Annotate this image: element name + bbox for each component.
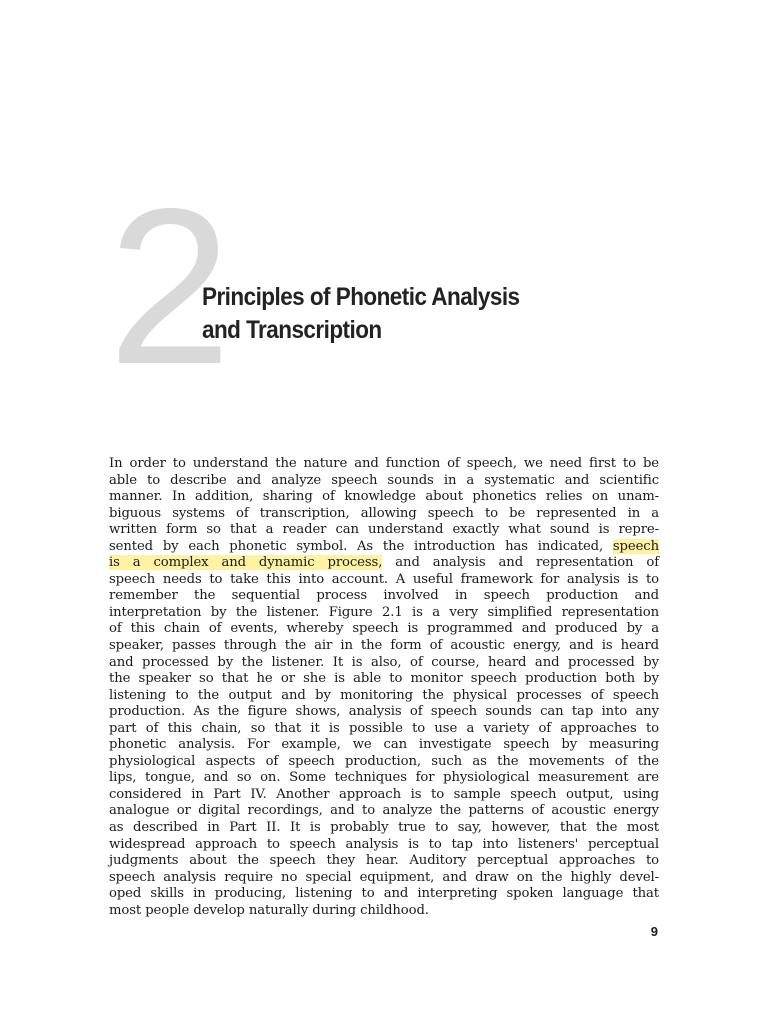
text-line: physiological aspects of speech production, such as the movements of the (109, 753, 659, 769)
highlighted-text[interactable]: speech (612, 538, 659, 554)
text-line: widespread approach to speech analysis is to tap into listeners' perceptual (109, 836, 659, 852)
text-line: production. As the figure shows, analysis of speech sounds can tap into any (109, 704, 659, 720)
chapter-title (202, 281, 520, 347)
text-line: analogue or digital recordings, and to analyze the patterns of acoustic energy (109, 803, 659, 819)
text-line: considered in Part IV. Another approach is to sample speech output, using (109, 786, 659, 802)
text-line: the speaker so that he or she is able to monitor speech production both by (109, 671, 659, 687)
text-line: biguous systems of transcription, allowing speech to be represented in a (109, 505, 659, 521)
text-line: and processed by the listener. It is also, of course, heard and processed by (109, 654, 659, 670)
text-line: able to describe and analyze speech sounds in a systematic and scientific (109, 472, 659, 488)
text-line: most people develop naturally during childhood. (109, 902, 429, 918)
text-line: interpretation by the listener. Figure 2.1 is a very simplified representation (109, 604, 659, 620)
text-line: In order to understand the nature and function of speech, we need first to be (109, 456, 659, 471)
text-line-segment: and analysis and representation of (395, 555, 660, 571)
text-line: speech analysis require no special equipment, and draw on the highly devel- (109, 869, 659, 885)
text-line: listening to the output and by monitoring the physical processes of speech (109, 687, 659, 703)
text-line: remember the sequential process involved in speech production and (109, 588, 659, 604)
text-line: judgments about the speech they hear. Auditory perceptual approaches to (109, 853, 659, 869)
text-line: of this chain of events, whereby speech is programmed and produced by a (109, 621, 659, 637)
text-line: as described in Part II. It is probably true to say, however, that the most (109, 820, 659, 836)
page-number: 9 (650, 924, 658, 939)
chapter-number: 2 (108, 163, 226, 411)
highlighted-text[interactable]: is a complex and dynamic process, (109, 555, 383, 571)
chapter-title-line-2: and Transcription (202, 316, 382, 344)
chapter-title-line-1: Principles of Phonetic Analysis (202, 283, 520, 311)
text-line: speaker, passes through the air in the form of acoustic energy, and is heard (109, 638, 659, 654)
text-line-with-highlight (109, 555, 659, 572)
text-line: speech needs to take this into account. A useful framework for analysis is to (109, 571, 659, 587)
text-line: phonetic analysis. For example, we can investigate speech by measuring (109, 737, 659, 753)
text-line: lips, tongue, and so on. Some techniques for physiological measurement are (109, 770, 659, 786)
text-line: oped skills in producing, listening to and interpreting spoken language that (109, 886, 659, 902)
body-paragraph (109, 456, 659, 919)
text-line-segment: sented by each phonetic symbol. As the introduction has indicated, (109, 538, 613, 554)
text-line-with-highlight (109, 539, 659, 556)
text-line: written form so that a reader can understand exactly what sound is repre- (109, 522, 659, 538)
text-line: part of this chain, so that it is possible to use a variety of approaches to (109, 720, 659, 736)
text-line: manner. In addition, sharing of knowledge about phonetics relies on unam- (109, 489, 659, 505)
